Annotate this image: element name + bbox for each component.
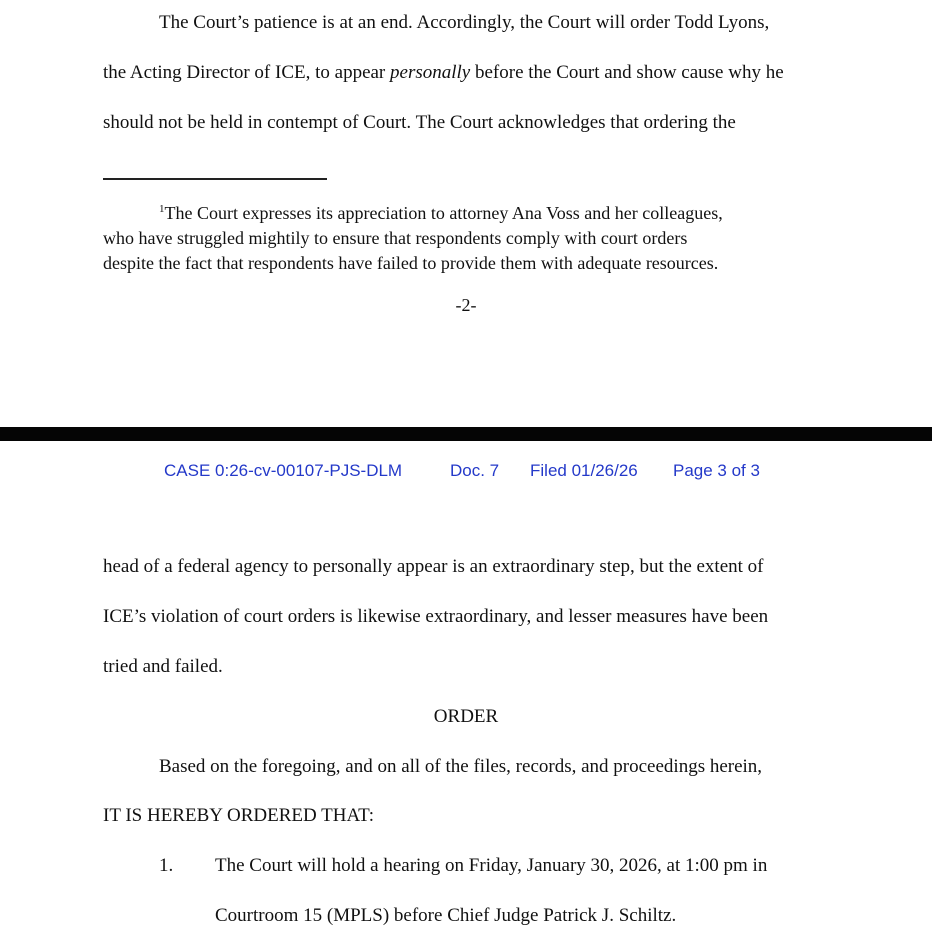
page-indicator: Page 3 of 3 (673, 461, 760, 480)
footnote-text: The Court expresses its appreciation to attorney Ana Voss and her colleagues, (164, 203, 723, 223)
body-text-line (103, 61, 784, 85)
body-text-line: should not be held in contempt of Court. The Court acknowledges that ordering the (103, 112, 736, 133)
footnote-line (159, 201, 723, 228)
list-item-text: The Court will hold a hearing on Friday, January 30, 2026, at 1:00 pm in (215, 855, 768, 876)
filed-date: Filed 01/26/26 (530, 461, 638, 480)
document-page-2 (0, 0, 932, 427)
footnote-marker: 1 (159, 203, 165, 215)
body-text-line: head of a federal agency to personally appear is an extraordinary step, but the extent of (103, 556, 764, 577)
footnote-line: despite the fact that respondents have failed to provide them with adequate resources. (103, 253, 719, 273)
doc-number: Doc. 7 (450, 461, 500, 480)
body-text-segment: before the Court and show cause why he (470, 62, 784, 83)
page-number: -2- (455, 295, 477, 315)
case-number: CASE 0:26-cv-00107-PJS-DLM (164, 461, 403, 480)
footnote-separator (103, 178, 327, 180)
list-item-number: 1. (159, 855, 174, 876)
emphasized-text: personally (390, 62, 471, 83)
body-text-line: tried and failed. (103, 656, 223, 677)
body-text-line: ICE’s violation of court orders is likewise extraordinary, and lesser measures have been (103, 606, 769, 627)
list-item-text: Courtroom 15 (MPLS) before Chief Judge Patrick J. Schiltz. (215, 905, 677, 926)
footnote-line: who have struggled mightily to ensure that respondents comply with court orders (103, 228, 688, 248)
body-text-line: The Court’s patience is at an end. Accordingly, the Court will order Todd Lyons, (159, 12, 770, 33)
page-separator (0, 427, 932, 441)
case-header (0, 459, 932, 483)
order-heading: ORDER (433, 706, 499, 727)
document-page-3 (0, 441, 932, 948)
body-text-line: Based on the foregoing, and on all of the files, records, and proceedings herein, (159, 756, 763, 777)
body-text-segment: the Acting Director of ICE, to appear (103, 62, 391, 83)
ordered-statement: IT IS HEREBY ORDERED THAT: (103, 805, 375, 826)
